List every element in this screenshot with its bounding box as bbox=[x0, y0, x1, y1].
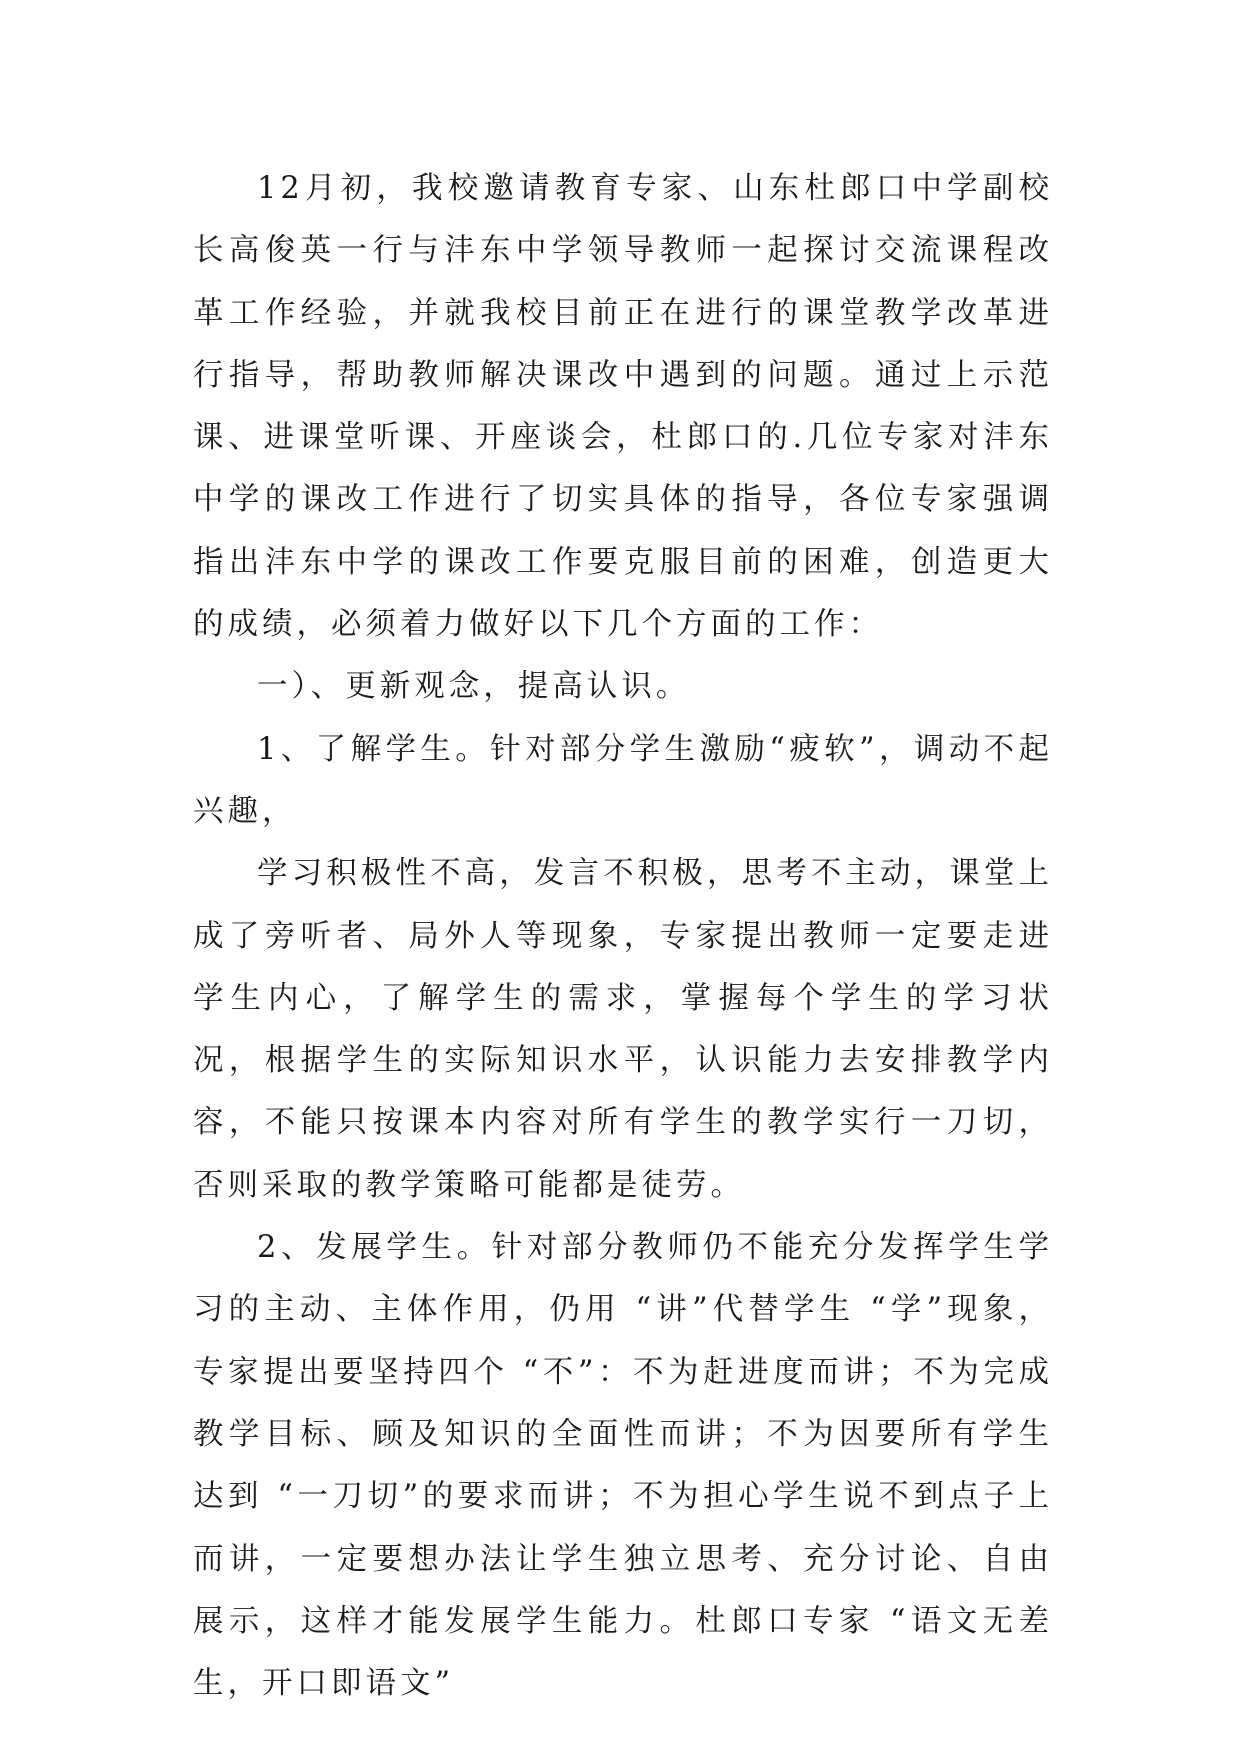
paragraph-intro: 12月初，我校邀请教育专家、山东杜郎口中学副校长高俊英一行与沣东中学领导教师一起探讨交流课程改革工作经验，并就我校目前正在进行的课堂教学改革进行指导，帮助教师解决课改中遇到的问题。通过上示范课、进课堂听课、开座谈会，杜郎口的.几位专家对沣东中学的课改工作进行了切实具体的指导，各位专家强调指出沣东中学的课改工作要克服目前的困难，创造更大的成绩，必须着力做好以下几个方面的工作： bbox=[193, 171, 1053, 643]
paragraph-item-1-continued: 学习积极性不高，发言不积极，思考不主动，课堂上成了旁听者、局外人等现象，专家提出教师一定要走进学生内心，了解学生的需求，掌握每个学生的学习状况，根据学生的实际知识水平，认识能力去安排教学内容，不能只按课本内容对所有学生的教学实行一刀切，否则采取的教学策略可能都是徒劳。 bbox=[193, 856, 1053, 1203]
paragraph-item-1: 1、了解学生。针对部分学生激励“疲软”，调动不起兴趣， bbox=[193, 731, 1053, 829]
paragraph-item-2: 2、发展学生。针对部分教师仍不能充分发挥学生学习的主动、主体作用，仍用 “讲”代替学生 “学”现象，专家提出要坚持四个 “不”：不为赶进度而讲；不为完成教学目标、顾及知识的全面性而讲；不为因要所有学生达到 “一刀切”的要求而讲；不为担心学生说不到点子上而讲，一定要想办法让学生独立思考、充分讨论、自由展示，这样才能发展学生能力。杜郎口专家 “语文无差生，开口即语文” bbox=[193, 1230, 1053, 1702]
document-body bbox=[193, 158, 1053, 1715]
paragraph-section-heading: 一）、更新观念，提高认识。 bbox=[257, 669, 691, 705]
